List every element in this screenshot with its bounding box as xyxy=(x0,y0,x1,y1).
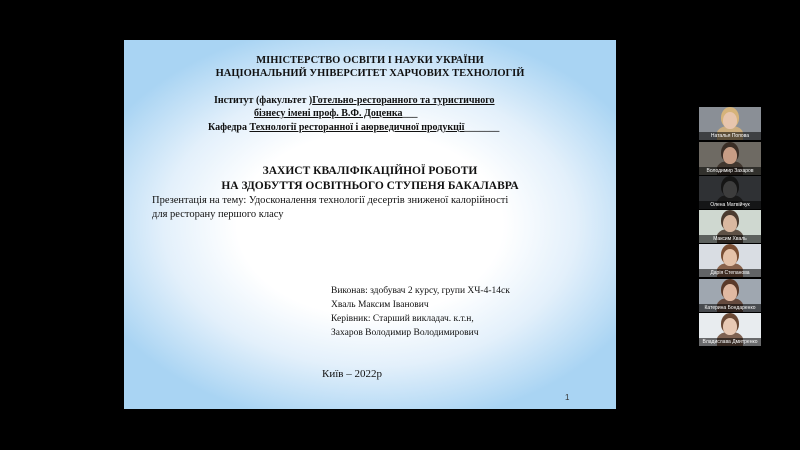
participant-tile[interactable] xyxy=(699,313,761,346)
presentation-topic-line-1: Презентація на тему: Удосконалення технології десертів зниженої калорійності xyxy=(152,195,509,206)
institute-line-2 xyxy=(254,108,417,119)
participant-face xyxy=(723,249,737,266)
city-year: Київ – 2022р xyxy=(322,368,382,380)
student-name: Хваль Максим Іванович xyxy=(331,300,429,310)
presentation-slide xyxy=(124,40,616,409)
institute-trail: ___ xyxy=(402,108,418,119)
participant-face xyxy=(723,112,737,129)
participant-name: Катерина Бондаренко xyxy=(699,304,761,312)
participant-name: Олена Матвійчук xyxy=(699,201,761,209)
participant-name: Владислава Дмитренко xyxy=(699,338,761,346)
participant-face xyxy=(723,181,737,198)
department-label: Кафедра xyxy=(208,122,250,133)
participant-tile[interactable] xyxy=(699,244,761,277)
department-name: Технології ресторанної і аюрведичної продукції xyxy=(249,122,465,133)
participant-name: Максим Хваль xyxy=(699,235,761,243)
performer-line: Виконав: здобувач 2 курсу, групи ХЧ-4-14ск xyxy=(331,286,510,296)
supervisor-line: Керівник: Старший викладач. к.т.н, xyxy=(331,314,474,324)
participant-name: Дарія Степанова xyxy=(699,269,761,277)
presentation-topic-line-2: для ресторану першого класу xyxy=(152,209,284,220)
participant-face xyxy=(723,318,737,335)
institute-name-part2: бізнесу імені проф. В.Ф. Доценка xyxy=(254,108,403,119)
page-number: 1 xyxy=(565,393,570,402)
department-trail: _______ xyxy=(464,122,500,133)
institute-label: Інститут (факультет ) xyxy=(214,95,313,106)
department-line xyxy=(208,122,499,133)
participant-tile[interactable] xyxy=(699,176,761,209)
slide-title-line-2: НА ЗДОБУТТЯ ОСВІТНЬОГО СТУПЕНЯ БАКАЛАВРА xyxy=(221,180,519,192)
participant-face xyxy=(723,284,737,301)
ministry-line-1: МІНІСТЕРСТВО ОСВІТИ І НАУКИ УКРАЇНИ xyxy=(256,55,484,66)
ministry-line-2: НАЦІОНАЛЬНИЙ УНІВЕРСИТЕТ ХАРЧОВИХ ТЕХНОЛОГІЙ xyxy=(215,68,525,79)
participant-tile[interactable] xyxy=(699,279,761,312)
participant-name: Наталья Попова xyxy=(699,132,761,140)
slide-title-line-1: ЗАХИСТ КВАЛІФІКАЦІЙНОЇ РОБОТИ xyxy=(262,165,478,177)
participant-tile[interactable] xyxy=(699,210,761,243)
institute-name-part1: Готельно-ресторанного та туристичного xyxy=(312,95,495,106)
participant-tile[interactable] xyxy=(699,142,761,175)
participant-tile[interactable] xyxy=(699,107,761,140)
supervisor-name: Захаров Володимир Володимирович xyxy=(331,328,479,338)
institute-line xyxy=(214,95,495,106)
participant-name: Володимир Захаров xyxy=(699,167,761,175)
participant-face xyxy=(723,215,737,232)
participant-face xyxy=(723,147,737,164)
